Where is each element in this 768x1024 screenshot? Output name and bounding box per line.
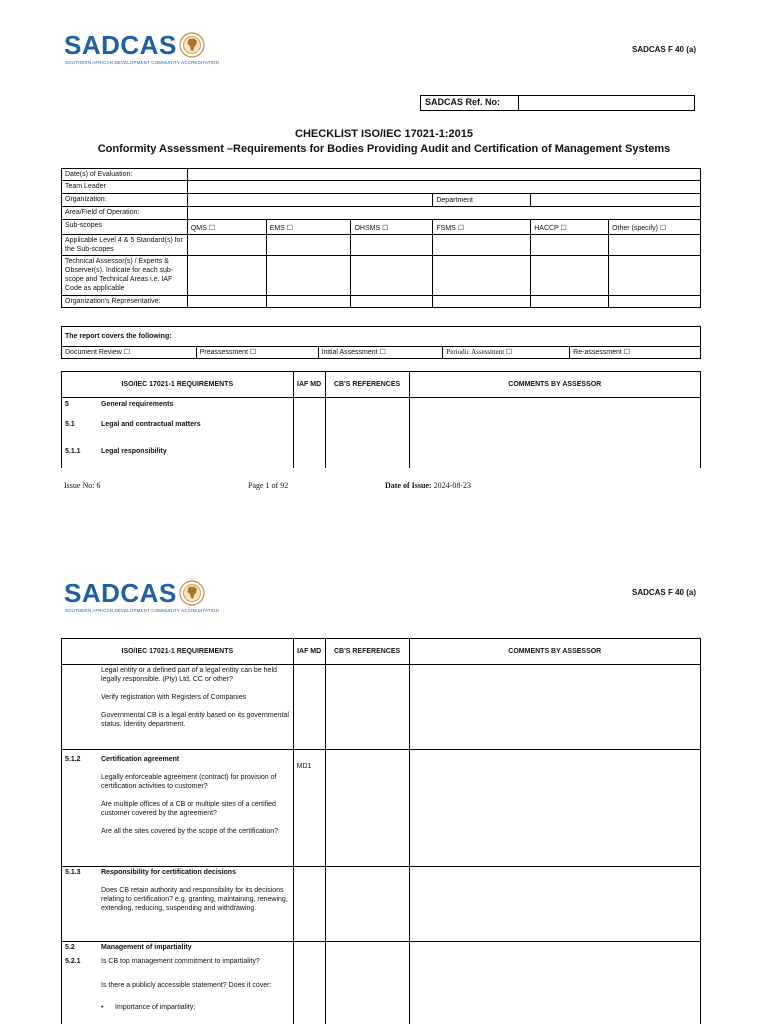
subscope-qms-checkbox[interactable]: QMS ☐ xyxy=(187,220,266,235)
bullet-icon: • xyxy=(101,1004,104,1011)
table-row xyxy=(62,750,701,867)
rep-cell[interactable] xyxy=(433,296,531,308)
date-field[interactable] xyxy=(187,169,700,181)
issue-label: Issue No: xyxy=(64,481,95,490)
standards-label: Applicable Level 4 & 5 Standard(s) for the Sub-scopes xyxy=(62,235,188,256)
technical-cell[interactable] xyxy=(351,256,433,296)
col-comments-header: COMMENTS BY ASSESSOR xyxy=(409,372,700,398)
department-field[interactable] xyxy=(531,194,701,207)
organization-field[interactable] xyxy=(187,194,433,207)
area-label: Area/Field of Operation: xyxy=(62,207,188,220)
page-2 xyxy=(0,548,768,1024)
initial-assessment-checkbox[interactable]: Initial Assessment ☐ xyxy=(318,347,443,359)
requirements-table-clip xyxy=(60,637,704,1024)
cb-refs-cell[interactable] xyxy=(325,750,409,867)
org-representative-label: Organization's Representative: xyxy=(62,296,188,308)
subscope-haccp-checkbox[interactable]: HACCP ☐ xyxy=(531,220,609,235)
standards-cell[interactable] xyxy=(351,235,433,256)
row-title: Certification agreement xyxy=(101,756,180,763)
row-number: 5.1.2 xyxy=(65,756,81,763)
iaf-md-cell[interactable]: MD1 xyxy=(293,750,325,867)
area-field[interactable] xyxy=(187,207,700,220)
bullet-item xyxy=(101,1003,290,1012)
row-title: Legal responsibility xyxy=(101,448,167,455)
col-cb-refs-header: CB'S REFERENCES xyxy=(325,639,409,665)
technical-assessors-label: Technical Assessor(s) / Experts & Observer(s). Indicate for each sub-scope and Technical Areas i.e. IAF Code as applicable xyxy=(62,256,188,296)
col-requirements-header: ISO/IEC 17021-1 REQUIREMENTS xyxy=(62,372,294,398)
standards-cell[interactable] xyxy=(266,235,351,256)
iaf-md-cell[interactable] xyxy=(293,867,325,942)
team-leader-field[interactable] xyxy=(187,181,700,194)
standards-cell[interactable] xyxy=(187,235,266,256)
paragraph: Is there a publicly accessible statement? Does it cover: xyxy=(101,982,272,989)
preassessment-checkbox[interactable]: Preassessment ☐ xyxy=(196,347,318,359)
technical-cell[interactable] xyxy=(531,256,609,296)
subscopes-label: Sub-scopes xyxy=(62,220,188,235)
row-number: 5.1.3 xyxy=(65,869,81,876)
requirements-table xyxy=(61,371,701,468)
cb-refs-cell[interactable] xyxy=(325,867,409,942)
standards-cell[interactable] xyxy=(433,235,531,256)
standards-cell[interactable] xyxy=(609,235,701,256)
subscope-ems-checkbox[interactable]: EMS ☐ xyxy=(266,220,351,235)
table-row xyxy=(62,665,701,750)
logo-text: SADCAS xyxy=(64,30,177,60)
col-cb-refs-header: CB'S REFERENCES xyxy=(325,372,409,398)
technical-cell[interactable] xyxy=(609,256,701,296)
periodic-assessment-checkbox[interactable]: Periodic Assessment ☐ xyxy=(443,347,570,359)
form-number: SADCAS F 40 (a) xyxy=(631,588,696,597)
row-title: Management of impartiality xyxy=(101,944,192,951)
row-number: 5.1 xyxy=(65,421,75,428)
certification-decisions-cell xyxy=(62,867,294,942)
comments-cell[interactable] xyxy=(409,750,700,867)
sadcas-logo xyxy=(64,578,220,613)
iaf-md-cell[interactable] xyxy=(293,942,325,1024)
footer-issue xyxy=(64,481,100,490)
ref-number-box xyxy=(420,95,695,111)
document-review-checkbox[interactable]: Document Review ☐ xyxy=(62,347,197,359)
logo-subtitle: SOUTHERN AFRICAN DEVELOPMENT COMMUNITY ACCREDITATION xyxy=(65,608,220,613)
logo-subtitle: SOUTHERN AFRICAN DEVELOPMENT COMMUNITY ACCREDITATION xyxy=(65,60,220,65)
requirements-table xyxy=(61,638,701,1024)
sadcas-logo xyxy=(64,30,220,65)
col-requirements-header: ISO/IEC 17021-1 REQUIREMENTS xyxy=(62,639,294,665)
rep-cell[interactable] xyxy=(609,296,701,308)
standards-cell[interactable] xyxy=(531,235,609,256)
paragraph: Verify registration with Registers of Companies xyxy=(101,694,247,701)
row-title: Responsibility for certification decisions xyxy=(101,869,236,876)
checklist-subtitle: Conformity Assessment –Requirements for Bodies Providing Audit and Certification of Management Systems xyxy=(97,143,671,155)
paragraph: Does CB retain authority and responsibility for its decisions relating to certification? e.g. granting, maintaining, renewing, extending, reducing, suspending and withdrawing. xyxy=(101,887,288,912)
certification-agreement-cell xyxy=(62,750,294,867)
report-coverage-heading: The report covers the following: xyxy=(62,327,701,347)
rep-cell[interactable] xyxy=(187,296,266,308)
date-label: Date(s) of Evaluation: xyxy=(62,169,188,181)
col-comments-header: COMMENTS BY ASSESSOR xyxy=(409,639,700,665)
footer-date xyxy=(385,481,471,490)
rep-cell[interactable] xyxy=(531,296,609,308)
technical-cell[interactable] xyxy=(433,256,531,296)
impartiality-cell xyxy=(62,942,294,1024)
logo-text: SADCAS xyxy=(64,578,177,608)
rep-cell[interactable] xyxy=(351,296,433,308)
cb-refs-cell[interactable] xyxy=(325,665,409,750)
subscope-ohsms-checkbox[interactable]: OHSMS ☐ xyxy=(351,220,433,235)
row-number: 5.2.1 xyxy=(65,958,81,965)
row-number: 5 xyxy=(65,401,69,408)
paragraph: Legal entity or a defined part of a legal entity can be held legally responsible. (Pty) Ltd, CC or other? xyxy=(101,667,277,683)
paragraph: Governmental CB is a legal entity based on its governmental status. Identity department. xyxy=(101,712,289,728)
row-number: 5.2 xyxy=(65,944,75,951)
africa-seal-icon xyxy=(179,32,205,58)
iaf-md-cell[interactable] xyxy=(293,398,325,469)
date-of-issue-value: 2024-08-23 xyxy=(433,481,471,490)
rep-cell[interactable] xyxy=(266,296,351,308)
paragraph: Are all the sites covered by the scope of the certification? xyxy=(101,828,279,835)
reassessment-checkbox[interactable]: Re-assessment ☐ xyxy=(570,347,701,359)
table-row xyxy=(62,398,294,469)
ref-number-label: SADCAS Ref. No: xyxy=(421,96,519,110)
team-leader-label: Team Leader xyxy=(62,181,188,194)
footer-page-number: Page 1 of 92 xyxy=(248,481,289,490)
africa-seal-icon xyxy=(179,580,205,606)
iaf-md-cell[interactable] xyxy=(293,665,325,750)
legal-responsibility-cell xyxy=(62,665,294,750)
table-row xyxy=(62,942,701,1024)
technical-cell[interactable] xyxy=(266,256,351,296)
row-number: 5.1.1 xyxy=(65,448,81,455)
date-of-issue-label: Date of Issue: xyxy=(385,481,432,490)
report-coverage-table xyxy=(61,326,701,359)
row-title: General requirements xyxy=(101,401,174,408)
table-row xyxy=(62,867,701,942)
paragraph: Are multiple offices of a CB or multiple sites of a certified customer covered by the agreement? xyxy=(101,801,276,817)
form-number: SADCAS F 40 (a) xyxy=(631,45,696,54)
issue-value: 6 xyxy=(96,481,101,490)
subscope-fsms-checkbox[interactable]: FSMS ☐ xyxy=(433,220,531,235)
subscope-other-checkbox[interactable]: Other (specify) ☐ xyxy=(609,220,701,235)
department-label: Department xyxy=(433,194,531,207)
checklist-title: CHECKLIST ISO/IEC 17021-1:2015 xyxy=(295,128,473,140)
comments-cell[interactable] xyxy=(409,665,700,750)
paragraph: Legally enforceable agreement (contract) for provision of certification activities to customer? xyxy=(101,774,277,790)
cb-refs-cell[interactable] xyxy=(325,942,409,1024)
technical-cell[interactable] xyxy=(187,256,266,296)
evaluation-info-table xyxy=(61,168,701,308)
comments-cell[interactable] xyxy=(409,398,700,469)
col-iaf-md-header: IAF MD xyxy=(293,639,325,665)
cb-refs-cell[interactable] xyxy=(325,398,409,469)
requirements-table-clip xyxy=(60,370,704,468)
ref-number-field[interactable] xyxy=(519,96,694,110)
page-1 xyxy=(0,0,768,505)
col-iaf-md-header: IAF MD xyxy=(293,372,325,398)
bullet-text: Importance of impartiality; xyxy=(115,1004,196,1011)
row-title: Legal and contractual matters xyxy=(101,421,201,428)
row-title: Is CB top management commitment to impartiality? xyxy=(101,958,260,965)
comments-cell[interactable] xyxy=(409,867,700,942)
organization-label: Organization: xyxy=(62,194,188,207)
comments-cell[interactable] xyxy=(409,942,700,1024)
